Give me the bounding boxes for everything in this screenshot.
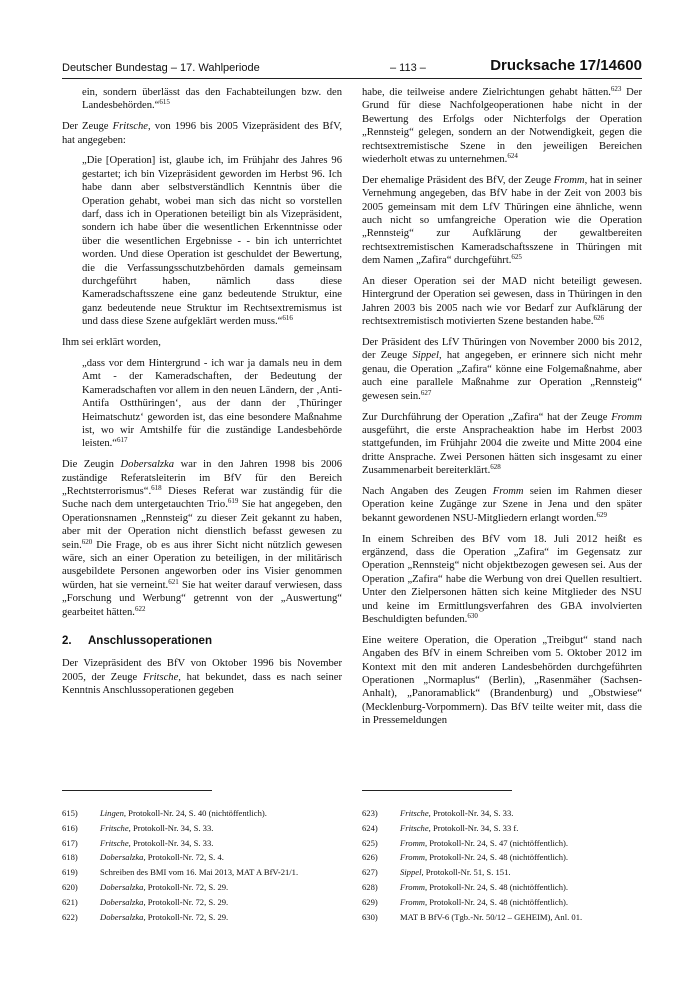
footnote-ref[interactable]: 616 [282, 314, 293, 323]
footnote-item [362, 910, 652, 925]
footnote-item [62, 806, 352, 821]
footnote-ref[interactable]: 617 [117, 436, 128, 445]
footnote-ref[interactable]: 620 [81, 537, 93, 546]
footnote-ref[interactable]: 626 [593, 314, 605, 323]
footnote-item [362, 821, 652, 836]
header-page-number: – 113 – [390, 62, 426, 74]
footnote-number: 626) [362, 852, 378, 863]
footnote-item [62, 910, 352, 925]
footnote-name: Dobersalzka [100, 911, 144, 922]
witness-name: Fromm [611, 411, 642, 423]
header-parliament: Deutscher Bundestag – 17. Wahlperiode [62, 62, 260, 74]
footnote-number: 630) [362, 911, 378, 922]
footnote-number: 615) [62, 808, 78, 818]
witness-name: Dobersalzka [120, 459, 175, 471]
footnote-name: Fritsche [100, 837, 129, 848]
footnote-ref[interactable]: 615 [159, 98, 170, 107]
paragraph: Nach Angaben des Zeugen Fromm seien im Rahmen dieser Operation keine Zugänge zur Szene in Jena und den später bekannt gewordenen NSU-Mitgliedern erlangt worden.$^{629}$ [362, 485, 642, 524]
witness-name: Fritsche [142, 671, 179, 683]
paragraph: Der ehemalige Präsident des BfV, der Zeuge Fromm, hat in seiner Vernehmung angegeben, das BfV habe in der Zeit von 2003 bis 2005 gemeinsam mit dem LfV Thüringen eine ähnliche, wenn auch nicht so umfangreiche Operation wie die Operation „Rennsteig“ zur Aufklärung der gewaltbereiten rechtsextremistischen Kameradschaftsszene in Thüringen mit dem Namen „Zafira“ durchgeführt.$^{625}$ [362, 174, 642, 267]
footnote-text: , Protokoll-Nr. 34, S. 33. [128, 837, 214, 848]
footnote-item [362, 880, 652, 895]
footnote-number: 616) [62, 822, 78, 833]
quote-block: „dass vor dem Hintergrund - ich war ja damals neu in dem Amt - der Kameradschaften, der Bedeutung der Kameradschaften vor allem in den neuen Ländern, der ‚Anti-Antifa Ostthüringen‘, aus der dann der ‚Thüringer Heimatschutz‘ geworden ist, das eine besondere Maßnahme ist, wo wir Amtshilfe für die zuständige Landesbehörde leisten.“$^{617}$ [82, 357, 342, 450]
footnote-item [62, 821, 352, 836]
header-document-number [490, 57, 642, 74]
footnote-ref[interactable]: 621 [168, 577, 179, 586]
footnote-text: , Protokoll-Nr. 24, S. 48 (nichtöffentlich). [424, 896, 569, 907]
footnote-ref[interactable]: 628 [490, 463, 501, 472]
section-number: 2. [62, 634, 72, 647]
footnote-number: 619) [62, 867, 78, 878]
paragraph: Ihm sei erklärt worden, [62, 337, 161, 349]
witness-name: Fromm [553, 174, 585, 186]
paragraph: habe, die teilweise andere Zielrichtungen gehabt hätten.$^{623}$ Der Grund für diese Nachfolgeoperationen habe nicht in der Bewertung des Erfolgs oder Nichterfolgs der Operation „Rennsteig“ gelegen, sondern an der Notwendigkeit, gegen die rechtsextremistische Szene in den jeweiligen Bereichen wiederholt etwas zu unternehmen.$^{624}$ [362, 85, 643, 166]
paragraph: ein, sondern überlässt das den Fachabteilungen bzw. den Landesbehörden.“$^{615}$ [82, 87, 342, 112]
paragraph: In einem Schreiben des BfV vom 18. Juli 2012 heißt es ergänzend, dass die Operation „Zafira“ im Gegensatz zur Operation „Rennsteig“ nicht objektbezogen gewesen sei. Aus der Operation „Zafira“ habe die Werbung von drei Quellen resultiert. Unter den Zielpersonen hätten sich keine Mitglieder des NSU und keine im Ermittlungsverfahren des GBA involvierten Beschuldigten befunden.$^{630}$ [362, 533, 642, 625]
paragraph: An dieser Operation sei der MAD nicht beteiligt gewesen. Hintergrund der Operation sei gewesen, dass in Thüringen in den Jahren 2003 bis 2005 nach wie vor Bedarf zur Aufklärung der rechtsextremistisch motivierten Szene bestanden habe.$^{626}$ [362, 276, 642, 328]
footnote-number: 625) [362, 837, 378, 848]
footnote-item [362, 895, 652, 910]
footnote-number: 618) [62, 852, 78, 863]
footnote-item [62, 880, 352, 895]
footnote-name: Fritsche [100, 822, 129, 833]
paragraph: Der Präsident des LfV Thüringen von November 2000 bis 2012, der Zeuge Sippel, hat angegeben, er erinnere sich nicht mehr genau, die Operation „Zafira“ könne eine Folgemaßnahme, aber auch eine parallele Maßnahme zur Operation „Rennsteig“ gewesen sein.$^{627}$ [362, 337, 642, 402]
footnote-ref[interactable]: 629 [596, 510, 607, 519]
footnote-text: , Protokoll-Nr. 24, S. 48 (nichtöffentlich). [424, 881, 569, 892]
quote-block: „Die [Operation] ist, glaube ich, im Frühjahr des Jahres 96 gestartet; ich bin Vizepräsident geworden im Herbst 96. Ich habe dann aber selbstverständlich Kenntnis über die Operation gehabt, wobei man sich das nicht so vorstellen darf, dass ich in Operationen beteiligt bin als Vizepräsident, sondern ich habe über die wesentlichen Erkenntnisse oder über die wesentlichen Ergebnisse - - bin ich unterrichtet worden. Und diese Operation ist geschuldet der Bewertung, die die Verfassungsschutzbehörden damals gemeinsam durchgeführt haben, nämlich dass diese Kameradschaftsszene eine ganz bedeutende Struktur, eine ganz bedeutende neue Struktur im Rechtsextremismus ist und dass diese Szene aufgeklärt werden muss.“$^{616}$ [82, 155, 342, 328]
paragraph: Zur Durchführung der Operation „Zafira“ hat der Zeuge Fromm ausgeführt, die erste Anspracheaktion habe im Herbst 2003 stattgefunden, im Frühjahr 2004 die zweite und Mitte 2004 eine dritte Ansprache. Zwei Personen hätten sich insgesamt zu einer Zusammenarbeit bereiterklärt.$^{628}$ [362, 411, 642, 477]
footnote-text: , Protokoll-Nr. 24, S. 48 (nichtöffentlich). [424, 852, 569, 863]
paragraph: Der Vizepräsident des BfV von Oktober 1996 bis November 2005, der Zeuge Fritsche, hat bekundet, dass es nach seiner Kenntnis Anschlussoperationen gegeben [62, 658, 343, 697]
footnote-text: , Protokoll-Nr. 72, S. 29. [143, 896, 229, 907]
footnote-text: , Protokoll-Nr. 24, S. 40 (nichtöffentlich). [123, 808, 267, 818]
footnote-item [362, 850, 652, 865]
footnote-name: Fritsche [400, 808, 429, 818]
footnote-ref[interactable]: 622 [134, 604, 146, 613]
footnote-name: Lingen [100, 808, 124, 818]
footnote-separator [62, 790, 212, 791]
footnote-item [62, 895, 352, 910]
witness-name: Fritsche [112, 121, 148, 133]
section-title: Anschlussoperationen [88, 634, 212, 647]
footnote-name: Dobersalzka [100, 896, 144, 907]
footnote-ref[interactable]: 619 [227, 497, 239, 506]
footnote-text: , Protokoll-Nr. 51, S. 151. [421, 867, 511, 878]
footnote-number: 623) [362, 808, 378, 818]
right-column [362, 86, 642, 735]
footnote-text: , Protokoll-Nr. 72, S. 29. [143, 881, 229, 892]
footnotes-right [362, 806, 652, 924]
header-doc-label: Drucksache 17/ [490, 57, 601, 74]
paragraph: Die Zeugin Dobersalzka war in den Jahren 1998 bis 2006 zuständige Referatsleiterin im BfV für den Bereich „Rechtsterrorismus“.$^{618}$ Dieses Referat war zuständig für die Suche nach dem untergetauchten Trio.$^{619}$ Sie hat angegeben, den Operationsnamen „Rennsteig“ zu dieser Zeit gekannt zu haben, aber mit der Operation nicht dienstlich befasst gewesen zu sein.$^{620}$ Die Frage, ob es aus ihrer Sicht nicht nützlich gewesen wäre, sich an einer Operation zu beteiligen, in der militärisch ausgebildete Personen angeworben oder ins Visier genommen würden, hat sie verneint.$^{621}$ Sie hat weiter darauf verwiesen, dass „Forschung und Werbung“ getrennt von der „Auswertung“ gearbeitet hätten.$^{622}$ [62, 459, 343, 618]
footnote-item [362, 806, 652, 821]
witness-name: Sippel [412, 350, 439, 362]
footnote-ref[interactable]: 623 [610, 85, 622, 93]
footnote-item [362, 836, 652, 851]
footnote-ref[interactable]: 630 [467, 611, 478, 620]
footnote-number: 620) [62, 881, 78, 892]
footnote-number: 627) [362, 867, 378, 878]
footnote-name: Fromm [400, 852, 425, 863]
section-heading [62, 635, 342, 648]
footnote-name: Dobersalzka [100, 852, 144, 863]
footnote-text: , Protokoll-Nr. 34, S. 33. [128, 822, 214, 833]
footnotes-left [62, 806, 352, 924]
footnote-item [362, 865, 652, 880]
footnote-ref[interactable]: 625 [511, 253, 522, 262]
footnote-text: , Protokoll-Nr. 34, S. 33 f. [428, 822, 519, 833]
footnote-number: 622) [62, 911, 78, 922]
footnote-separator [362, 790, 512, 791]
header-doc-num: 14600 [600, 57, 642, 74]
footnote-name: Fritsche [400, 822, 429, 833]
footnote-text: , Protokoll-Nr. 72, S. 29. [143, 911, 229, 922]
footnote-name: Sippel [400, 867, 422, 878]
footnote-text: , Protokoll-Nr. 34, S. 33. [428, 808, 514, 818]
footnote-text: Schreiben des BMI vom 16. Mai 2013, MAT A BfV-21/1. [100, 867, 299, 878]
footnote-number: 624) [362, 822, 378, 833]
witness-name: Fromm [492, 485, 524, 497]
paragraph: Eine weitere Operation, die Operation „Treibgut“ stand nach Angaben des BfV in einem Schreiben vom 5. Oktober 2012 im Kontext mit den mit anderen Landesbehörden durchgeführten Operationen „Normaplus“ (Berlin), „Rasenmäher (Sachsen-Anhalt), „Panoramablick“ (Brandenburg) und „Obstwiese“ (Mecklenburg-Vorpommern). Das BfV teilte weiter mit, dass die in Pressemeldungen [362, 634, 642, 727]
footnote-ref[interactable]: 618 [151, 483, 162, 492]
footnote-text: MAT B BfV-6 (Tgb.-Nr. 50/12 – GEHEIM), Anl. 01. [400, 911, 583, 922]
footnote-ref[interactable]: 627 [420, 388, 432, 397]
footnote-text: , Protokoll-Nr. 24, S. 47 (nichtöffentlich). [424, 837, 569, 848]
footnote-number: 617) [62, 837, 78, 848]
footnote-ref[interactable]: 624 [507, 152, 518, 161]
footnote-text: , Protokoll-Nr. 72, S. 4. [143, 852, 224, 863]
footnote-name: Fromm [400, 837, 425, 848]
footnote-item [62, 865, 352, 880]
left-column [62, 86, 342, 705]
footnote-item [62, 836, 352, 851]
footnote-name: Fromm [400, 881, 425, 892]
paragraph: Der Zeuge Fritsche, von 1996 bis 2005 Vizepräsident des BfV, hat angegeben: [62, 121, 342, 146]
footnote-name: Fromm [400, 896, 425, 907]
footnote-number: 628) [362, 881, 378, 892]
page-header [62, 58, 642, 79]
footnote-item [62, 850, 352, 865]
footnote-number: 629) [362, 896, 378, 907]
footnote-name: Dobersalzka [100, 881, 144, 892]
footnote-number: 621) [62, 896, 78, 907]
